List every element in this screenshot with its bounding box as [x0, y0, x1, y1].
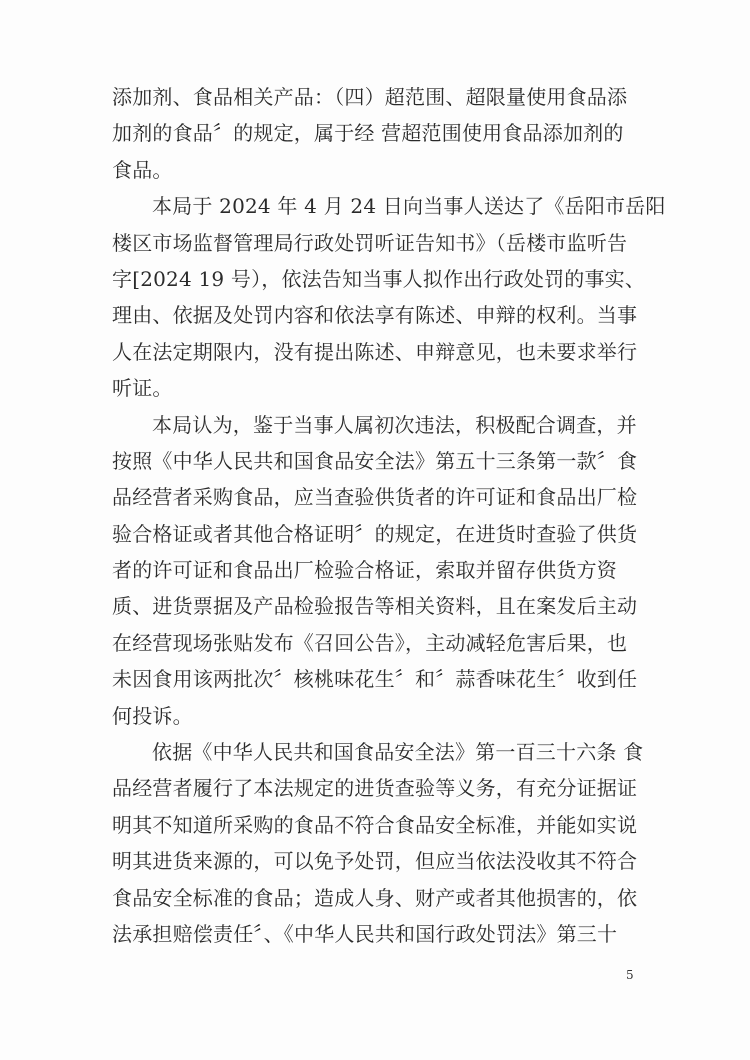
text-line: 何投诉。 — [112, 703, 193, 728]
text-line: 质、进货票据及产品检验报告等相关资料，且在案发后主动 — [112, 594, 638, 619]
text-line: 本局认为，鉴于当事人属初次违法，积极配合调查，并 — [152, 412, 637, 437]
text-line: 未因食用该两批次〞核桃味花生〞和〞蒜香味花生〞收到任 — [112, 667, 638, 692]
text-line: 明其不知道所采购的食品不符合食品安全标准，并能如实说 — [112, 812, 638, 837]
body-text — [112, 79, 666, 952]
text-line: 听证。 — [112, 376, 173, 401]
text-line: 食品。 — [112, 157, 173, 182]
text-line: 明其进货来源的，可以免予处罚，但应当依法没收其不符合 — [112, 849, 638, 874]
text-line: 按照《中华人民共和国食品安全法》第五十三条第一款〞食 — [112, 448, 638, 473]
text-line: 字[2024 19 号），依法告知当事人拟作出行政处罚的事实、 — [112, 266, 646, 291]
text-line: 验合格证或者其他合格证明〞的规定，在进货时查验了供货 — [112, 521, 638, 546]
text-line: 法承担赔偿责任〞、《中华人民共和国行政处罚法》第三十 — [112, 921, 618, 946]
text-line: 在经营现场张贴发布《召回公告》，主动减轻危害后果，也 — [112, 630, 628, 655]
text-line: 楼区市场监督管理局行政处罚听证告知书》（岳楼市监听告 — [112, 230, 628, 255]
text-line: 依据《中华人民共和国食品安全法》第一百三十六条 食 — [152, 740, 644, 765]
text-line: 理由、依据及处罚内容和依法享有陈述、申辩的权利。当事 — [112, 303, 638, 328]
page-number: 5 — [626, 968, 634, 982]
text-line: 品经营者履行了本法规定的进货查验等义务，有充分证据证 — [112, 776, 638, 801]
text-line: 品经营者采购食品，应当查验供货者的许可证和食品出厂检 — [112, 485, 638, 510]
text-line: 食品安全标准的食品；造成人身、财产或者其他损害的，依 — [112, 885, 638, 910]
text-line: 人在法定期限内，没有提出陈述、申辩意见，也未要求举行 — [112, 339, 638, 364]
text-line: 本局于 2024 年 4 月 24 日向当事人送达了《岳阳市岳阳 — [152, 194, 666, 219]
text-line: 加剂的食品〞的规定，属于经 营超范围使用食品添加剂的 — [112, 121, 624, 146]
text-line: 添加剂、食品相关产品：（四）超范围、超限量使用食品添 — [112, 85, 628, 109]
text-line: 者的许可证和食品出厂检验合格证，索取并留存供货方资 — [112, 558, 617, 583]
